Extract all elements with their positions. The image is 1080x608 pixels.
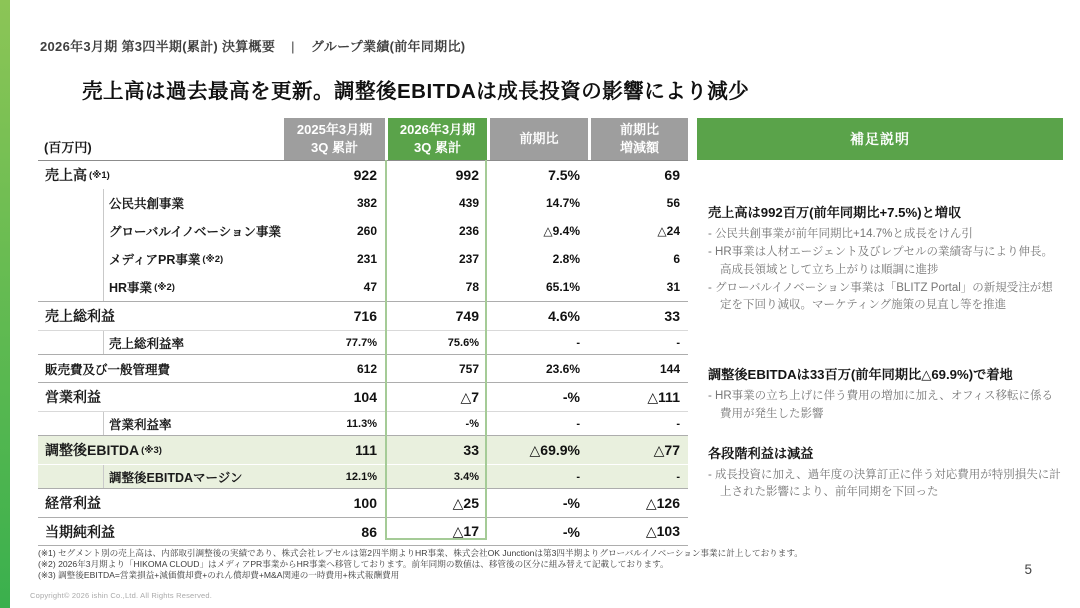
cell-value: △9.4% bbox=[543, 224, 580, 238]
cell-value: 4.6% bbox=[548, 308, 580, 324]
note-bullet: - グローバルイノベーション事業は「BLITZ Portal」の新規受注が想定を下回り減収。マーケティング施策の見直し等を推進 bbox=[708, 281, 1053, 311]
row-label: 公民共創事業 bbox=[38, 189, 284, 217]
cell-value: 47 bbox=[363, 280, 377, 294]
note-block-ebitda bbox=[708, 364, 1061, 423]
footnote: (※2) 2026年3月期より「HIKOMA CLOUD」はメディアPR事業からHR事業へ移管しております。前年同期の数値は、移管後の区分に組み替えて記載しております。 bbox=[38, 559, 669, 569]
cell-value: - bbox=[676, 417, 680, 430]
unit-label: (百万円) bbox=[44, 140, 92, 155]
row-label: グローバルイノベーション事業 bbox=[38, 217, 284, 245]
cell-value: 992 bbox=[455, 167, 479, 183]
cell-value: △77 bbox=[653, 441, 680, 458]
cell-value: 12.1% bbox=[345, 470, 377, 483]
cell-value: 14.7% bbox=[545, 196, 580, 210]
kicker-left: 2026年3月期 第3四半期(累計) 決算概要 bbox=[40, 39, 276, 54]
cell-value: △25 bbox=[452, 494, 479, 511]
copyright: Copyright© 2026 ishin Co.,Ltd. All Rights Reserved. bbox=[30, 591, 213, 600]
breadcrumb bbox=[40, 36, 465, 55]
cell-value: △126 bbox=[645, 494, 680, 511]
cell-value: 144 bbox=[659, 361, 680, 376]
cell-value: 33 bbox=[664, 308, 680, 324]
cell-value: 11.3% bbox=[346, 417, 377, 430]
table-row-adjusted-ebitda-margin bbox=[38, 464, 688, 488]
cell-value: 2.8% bbox=[552, 252, 580, 266]
note-block-sales bbox=[708, 202, 1061, 314]
row-label: メディアPR事業 (※2) bbox=[38, 245, 284, 273]
table-row-net-sales bbox=[38, 160, 688, 189]
row-label: 経常利益 bbox=[45, 495, 101, 511]
row-label: HR事業 (※2) bbox=[38, 273, 284, 301]
table-row-net-income bbox=[38, 517, 688, 546]
note-bullet: - HR事業は人材エージェント及びレプセルの業績寄与により伸長。高成長領域として立ち上がりは順調に進捗 bbox=[708, 246, 1054, 276]
cell-value: △24 bbox=[657, 224, 680, 238]
row-label-note: (※1) bbox=[89, 169, 110, 181]
cell-value: 100 bbox=[353, 495, 377, 511]
row-label: 売上総利益率 bbox=[38, 331, 284, 354]
cell-value: -% bbox=[562, 523, 580, 540]
cell-value: -% bbox=[562, 389, 580, 405]
kicker-right: グループ業績(前年同期比) bbox=[310, 39, 466, 54]
results-table bbox=[38, 118, 688, 546]
cell-value: 111 bbox=[355, 442, 377, 458]
kicker-separator: | bbox=[291, 39, 295, 54]
table-row-media-pr bbox=[38, 245, 688, 273]
note-heading: 調整後EBITDAは33百万(前年同期比△69.9%)で着地 bbox=[708, 367, 1013, 383]
table-header-row bbox=[38, 118, 688, 160]
table-row-operating-margin bbox=[38, 411, 688, 435]
cell-value: 749 bbox=[455, 308, 479, 324]
table-row-public-private bbox=[38, 189, 688, 217]
table-row-sga bbox=[38, 354, 688, 382]
table-row-adjusted-ebitda bbox=[38, 435, 688, 464]
cell-value: 922 bbox=[353, 167, 377, 183]
cell-value: 7.5% bbox=[548, 167, 580, 183]
cell-value: 75.6% bbox=[447, 336, 479, 349]
row-label: 営業利益 bbox=[45, 389, 101, 405]
page-title: 売上高は過去最高を更新。調整後EBITDAは成長投資の影響により減少 bbox=[82, 80, 750, 103]
cell-value: - bbox=[576, 470, 580, 483]
footnote: (※3) 調整後EBITDA=営業損益+減価償却費+のれん償却費+M&A関連の一時費用+株式報酬費用 bbox=[38, 570, 400, 580]
notes-panel bbox=[697, 118, 1063, 502]
cell-value: 757 bbox=[458, 361, 479, 376]
row-label: 販売費及び一般管理費 bbox=[45, 362, 171, 377]
cell-value: -% bbox=[562, 495, 580, 511]
cell-value: 31 bbox=[666, 280, 680, 294]
cell-value: 236 bbox=[458, 224, 479, 238]
row-label-note: (※3) bbox=[141, 444, 162, 456]
cell-value: 104 bbox=[353, 389, 377, 405]
row-label: 当期純利益 bbox=[45, 523, 115, 540]
cell-value: 382 bbox=[356, 196, 377, 210]
cell-value: 78 bbox=[465, 280, 479, 294]
table-row-global-innovation bbox=[38, 217, 688, 245]
table-row-gross-profit bbox=[38, 301, 688, 330]
row-label: 売上総利益 bbox=[45, 308, 115, 324]
cell-value: - bbox=[676, 470, 680, 483]
row-label: 調整後EBITDAマージン bbox=[38, 465, 284, 488]
table-row-ordinary-profit bbox=[38, 488, 688, 517]
row-label: 営業利益率 bbox=[38, 412, 284, 435]
page-number: 5 bbox=[1024, 562, 1032, 577]
cell-value: -% bbox=[465, 417, 479, 430]
column-header-fy2026: 2026年3月期 3Q 累計 bbox=[385, 118, 487, 160]
cell-value: 716 bbox=[353, 308, 377, 324]
left-accent-bar bbox=[0, 0, 10, 608]
cell-value: 612 bbox=[356, 361, 377, 376]
cell-value: 86 bbox=[361, 523, 377, 540]
cell-value: △17 bbox=[452, 523, 479, 539]
table-row-gross-margin bbox=[38, 330, 688, 354]
row-label: 調整後EBITDA (※3) bbox=[45, 442, 162, 458]
cell-value: 231 bbox=[356, 252, 377, 266]
cell-value: 260 bbox=[356, 224, 377, 238]
table-row-operating-profit bbox=[38, 382, 688, 411]
column-header-yoy: 前期比 bbox=[487, 118, 588, 160]
cell-value: 439 bbox=[458, 196, 479, 210]
note-bullet: - 公民共創事業が前年同期比+14.7%と成長をけん引 bbox=[708, 228, 973, 240]
cell-value: △7 bbox=[460, 388, 479, 405]
table-row-hr bbox=[38, 273, 688, 301]
cell-value: 237 bbox=[458, 252, 479, 266]
cell-value: 77.7% bbox=[345, 336, 377, 349]
cell-value: △103 bbox=[645, 523, 680, 539]
cell-value: △111 bbox=[647, 388, 680, 405]
cell-value: - bbox=[576, 417, 580, 430]
cell-value: - bbox=[576, 336, 580, 349]
cell-value: 56 bbox=[666, 196, 680, 210]
note-block-profit bbox=[708, 443, 1061, 502]
row-label-note: (※2) bbox=[154, 281, 175, 293]
row-label: 売上高 (※1) bbox=[45, 167, 110, 183]
column-header-yoy-diff: 前期比 増減額 bbox=[588, 118, 688, 160]
cell-value: 23.6% bbox=[545, 361, 580, 376]
note-heading: 各段階利益は減益 bbox=[708, 445, 814, 461]
cell-value: 65.1% bbox=[545, 280, 580, 294]
cell-value: 33 bbox=[463, 442, 479, 458]
note-bullet: - HR事業の立ち上げに伴う費用の増加に加え、オフィス移転に係る費用が発生した影響 bbox=[708, 390, 1054, 420]
cell-value: - bbox=[676, 336, 680, 349]
cell-value: 6 bbox=[673, 252, 680, 266]
row-label-note: (※2) bbox=[202, 253, 224, 265]
notes-panel-header: 補足説明 bbox=[697, 118, 1063, 160]
footnote: (※1) セグメント別の売上高は、内部取引調整後の実績であり、株式会社レプセルは第2四半期よりHR事業、株式会社OK Junctionは第3四半期よりグローバルイノベーション事業に計上しております。 bbox=[38, 548, 803, 558]
column-header-fy2025: 2025年3月期 3Q 累計 bbox=[284, 118, 385, 160]
notes-panel-body bbox=[697, 160, 1063, 501]
cell-value: △69.9% bbox=[529, 441, 580, 458]
cell-value: 69 bbox=[664, 167, 680, 183]
note-bullet: - 成長投資に加え、過年度の決算訂正に伴う対応費用が特別損失に計上された影響により、前年同期を下回った bbox=[708, 468, 1061, 498]
cell-value: 3.4% bbox=[453, 470, 479, 483]
footnotes bbox=[38, 548, 803, 581]
note-heading: 売上高は992百万(前年同期比+7.5%)と増収 bbox=[708, 205, 962, 220]
